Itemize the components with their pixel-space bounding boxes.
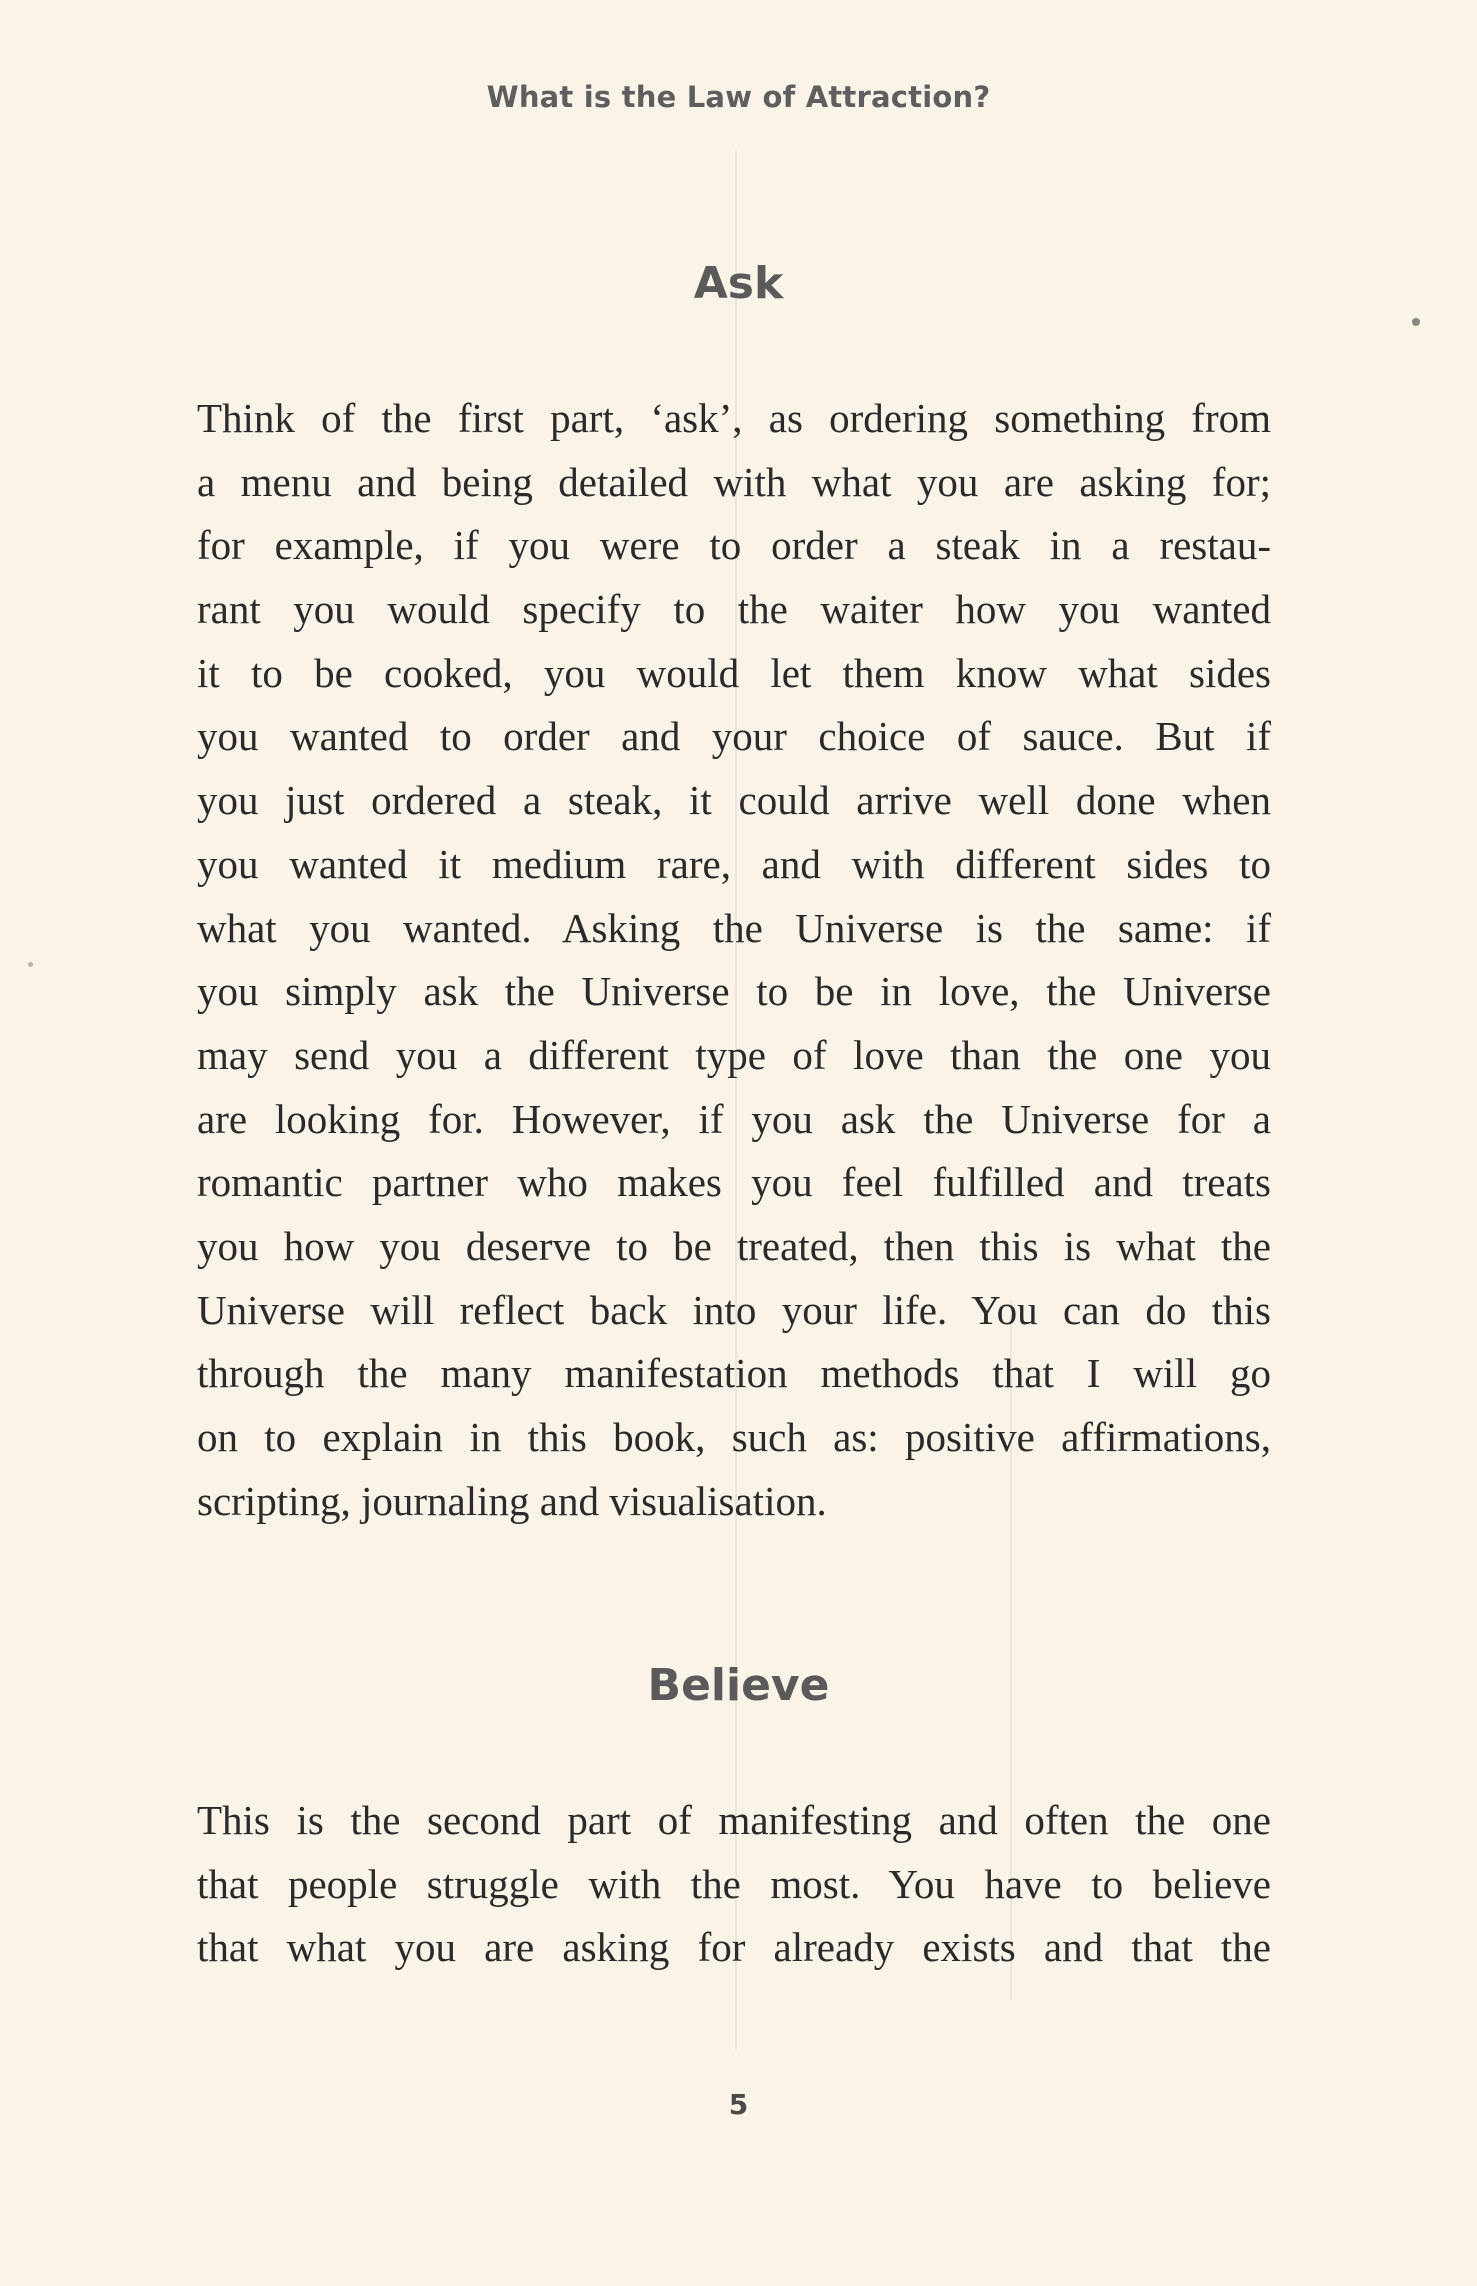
text-line: that people struggle with the most. You have to believe — [197, 1860, 1271, 1907]
text-line: you simply ask the Universe to be in love, the Universe — [197, 968, 1271, 1015]
text-line: through the many manifestation methods that I will go — [197, 1350, 1271, 1397]
paragraph-believe — [197, 1789, 1271, 1980]
text-line: Think of the first part, ‘ask’, as ordering something from — [197, 395, 1271, 441]
text-line: may send you a different type of love than the one you — [197, 1031, 1271, 1078]
text-line: you how you deserve to be treated, then this is what the — [197, 1222, 1271, 1269]
text-line: a menu and being detailed with what you are asking for; — [197, 458, 1271, 505]
text-line: Universe will reflect back into your life. You can do this — [197, 1286, 1271, 1333]
paragraph-ask — [197, 387, 1271, 1533]
text-line: you wanted to order and your choice of sauce. But if — [197, 713, 1271, 760]
running-head: What is the Law of Attraction? — [486, 80, 991, 114]
text-line: it to be cooked, you would let them know what sides — [197, 649, 1271, 696]
text-line: romantic partner who makes you feel fulfilled and treats — [197, 1159, 1271, 1206]
text-line: scripting, journaling and visualisation. — [197, 1477, 827, 1524]
page-number: 5 — [728, 2088, 749, 2121]
text-line: what you wanted. Asking the Universe is the same: if — [197, 904, 1271, 951]
text-line: rant you would specify to the waiter how you wanted — [197, 586, 1271, 633]
text-line: on to explain in this book, such as: positive affirmations, — [197, 1414, 1271, 1460]
paper-speck — [1412, 318, 1420, 326]
text-line: are looking for. However, if you ask the Universe for a — [197, 1095, 1271, 1142]
text-line: you just ordered a steak, it could arrive well done when — [197, 777, 1271, 824]
text-line: you wanted it medium rare, and with different sides to — [197, 840, 1271, 887]
text-line: This is the second part of manifesting and often the one — [197, 1797, 1271, 1843]
section-heading-ask: Ask — [693, 258, 784, 309]
text-line: that what you are asking for already exists and that the — [197, 1924, 1271, 1971]
text-line: for example, if you were to order a steak in a restau- — [197, 522, 1271, 569]
section-heading-believe: Believe — [647, 1660, 830, 1711]
paper-speck — [28, 962, 33, 967]
